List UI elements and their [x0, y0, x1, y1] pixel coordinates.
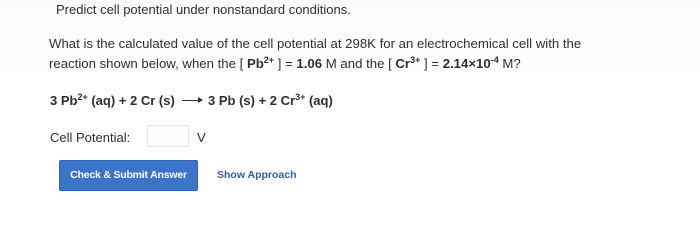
- question-prefix: reaction shown below, when the [: [49, 56, 247, 71]
- cell-potential-unit: V: [197, 130, 206, 145]
- question-mid-2: M and the [: [322, 56, 396, 71]
- cr-concentration: 2.14×10: [442, 56, 491, 71]
- pb-charge: 2+: [263, 55, 275, 65]
- cr-concentration-exponent: -4: [490, 55, 499, 65]
- product-state: (aq): [305, 93, 333, 108]
- question-line-1: What is the calculated value of the cell potential at 298K for an electrochemical cell with the: [49, 36, 582, 51]
- pb-ion: Pb: [246, 56, 264, 71]
- question-suffix: M?: [498, 56, 521, 71]
- products: 3 Pb (s) + 2 Cr: [204, 93, 296, 108]
- question-title: Predict cell potential under nonstandard conditions.: [56, 2, 351, 17]
- reaction-arrow-icon: [182, 100, 202, 101]
- show-approach-link[interactable]: Show Approach: [217, 169, 297, 181]
- cell-potential-input[interactable]: [147, 125, 189, 147]
- question-mid-3: ] =: [420, 56, 443, 71]
- cell-potential-label: Cell Potential:: [50, 130, 131, 145]
- question-text: [49, 34, 649, 74]
- cr-charge: 3+: [410, 55, 421, 65]
- reactant-pb: 3 Pb: [50, 93, 78, 108]
- check-submit-answer-button[interactable]: Check & Submit Answer: [59, 160, 198, 191]
- reaction-equation: [50, 93, 333, 108]
- pb-concentration: 1.06: [296, 56, 323, 71]
- reactant-rest: (aq) + 2 Cr (s): [87, 93, 179, 108]
- reactant-pb-charge: 2+: [77, 92, 88, 102]
- question-mid-1: ] =: [274, 56, 297, 71]
- product-cr-charge: 3+: [295, 92, 306, 102]
- cr-ion: Cr: [395, 56, 411, 71]
